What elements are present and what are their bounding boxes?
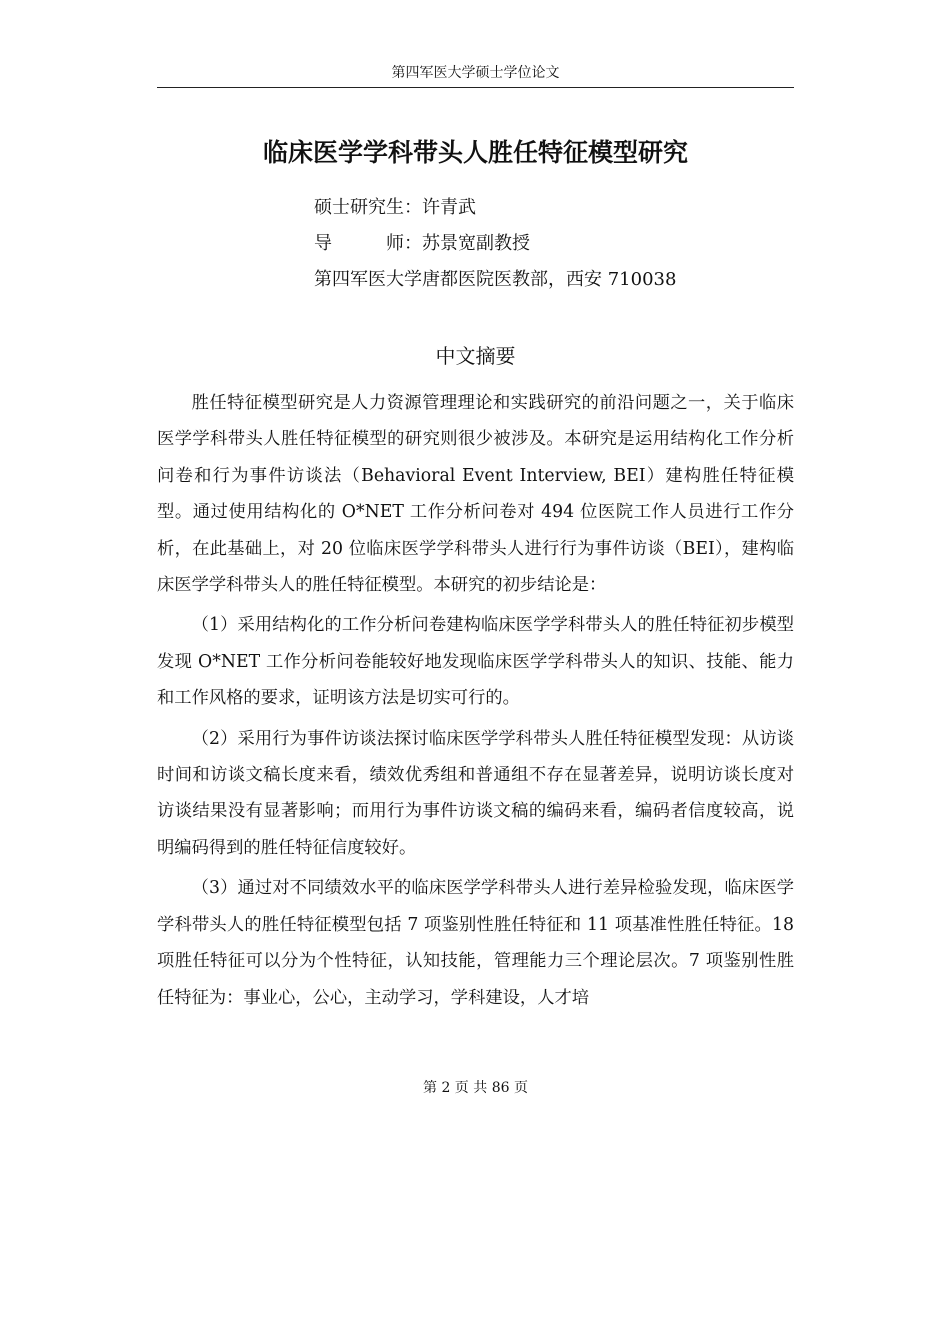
abstract-body — [157, 385, 794, 1020]
author-block — [314, 190, 676, 298]
header-rule — [157, 87, 794, 88]
student-label: 硕士研究生： — [314, 197, 422, 218]
running-header: 第四军医大学硕士学位论文 — [391, 65, 560, 81]
abstract-paragraph: 胜任特征模型研究是人力资源管理理论和实践研究的前沿问题之一，关于临床医学学科带头人胜任特征模型的研究则很少被涉及。本研究是运用结构化工作分析问卷和行为事件访谈法（Behavioral Event Interview, BEI）建构胜任特征模型。通过使用结构化的 O*NET 工作分析问卷对 494 位医院工作人员进行工作分析，在此基础上，对 20 位临床医学学科带头人进行行为事件访谈（BEI），建构临床医学学科带头人的胜任特征模型。本研究的初步结论是： — [157, 393, 794, 596]
advisor-name: 苏景宽副教授 — [422, 233, 530, 254]
page-footer: 第 2 页 共 86 页 — [423, 1080, 528, 1096]
student-name: 许青武 — [422, 197, 476, 218]
advisor-row — [314, 226, 676, 262]
affiliation: 第四军医大学唐都医院医教部，西安 710038 — [314, 269, 677, 290]
abstract-paragraph: （2）采用行为事件访谈法探讨临床医学学科带头人胜任特征模型发现：从访谈时间和访谈文稿长度来看，绩效优秀组和普通组不存在显著差异，说明访谈长度对访谈结果没有显著影响；而用行为事件访谈文稿的编码来看，编码者信度较高，说明编码得到的胜任特征信度较好。 — [157, 728, 794, 858]
advisor-label-second: 师： — [386, 233, 422, 254]
abstract-paragraph: （1）采用结构化的工作分析问卷建构临床医学学科带头人的胜任特征初步模型发现 O*NET 工作分析问卷能较好地发现临床医学学科带头人的知识、技能、能力和工作风格的要求，证明该方法是切实可行的。 — [157, 615, 794, 709]
abstract-paragraph: （3）通过对不同绩效水平的临床医学学科带头人进行差异检验发现，临床医学学科带头人的胜任特征模型包括 7 项鉴别性胜任特征和 11 项基准性胜任特征。18 项胜任特征可以分为个性特征，认知技能，管理能力三个理论层次。7 项鉴别性胜任特征为：事业心，公心，主动学习，学科建设，人才培 — [157, 878, 794, 1008]
student-row — [314, 190, 676, 226]
paper-title: 临床医学学科带头人胜任特征模型研究 — [262, 138, 688, 167]
advisor-label-first: 导 — [314, 233, 332, 254]
abstract-heading: 中文摘要 — [435, 344, 516, 368]
